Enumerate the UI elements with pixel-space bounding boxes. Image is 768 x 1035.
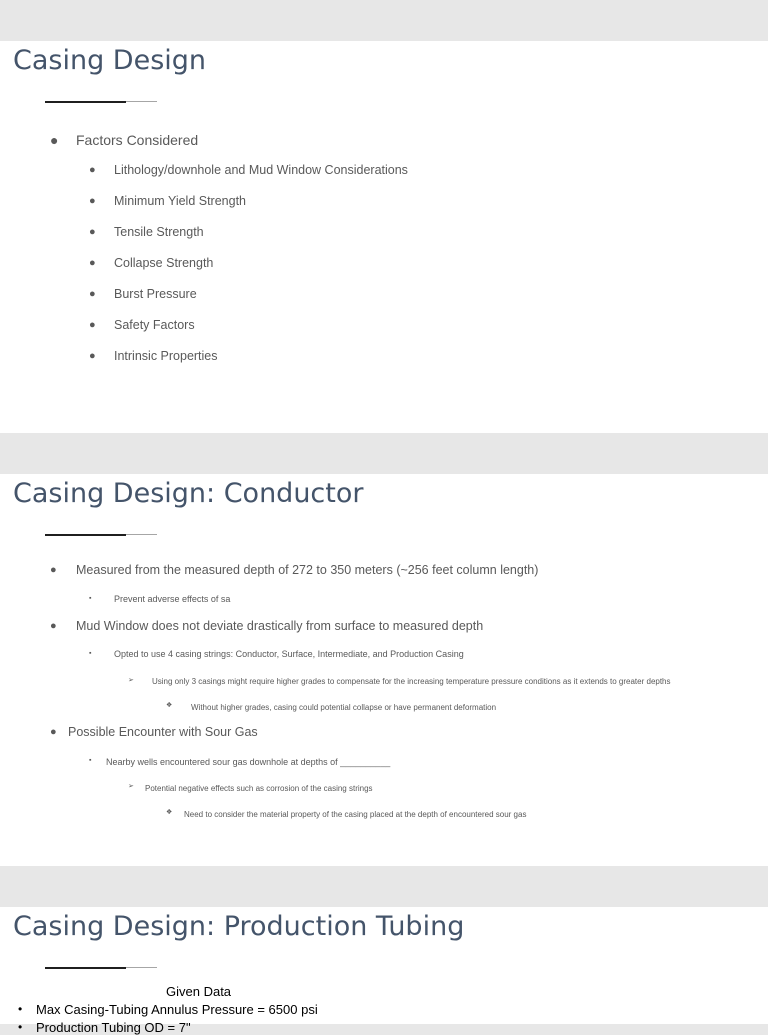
slide-title: Casing Design [13, 45, 207, 76]
given-item: Production Tubing OD = 7" [36, 1020, 191, 1035]
given-item: Max Casing-Tubing Annulus Pressure = 6500 psi [36, 1002, 318, 1017]
sub-bullet: Prevent adverse effects of sa [114, 594, 231, 604]
bullet-dot-icon: ● [50, 620, 57, 632]
slide-title: Casing Design: Conductor [13, 478, 364, 509]
sub-sub-bullet: Potential negative effects such as corrosion of the casing strings [145, 784, 373, 793]
diamond-bullet-icon: ❖ [166, 702, 173, 709]
square-bullet-icon: ▪ [89, 595, 92, 602]
bullet-dot-icon: ● [50, 564, 57, 576]
list-item: Lithology/downhole and Mud Window Considerations [114, 163, 408, 177]
given-data-heading: Given Data [166, 984, 232, 999]
title-underline [45, 967, 157, 969]
bullet-dot-icon: • [18, 1020, 23, 1034]
square-bullet-icon: ▪ [89, 650, 92, 657]
sub-sub-sub-bullet: Need to consider the material property of the casing placed at the depth of encountered sour gas [184, 810, 527, 819]
bullet-measured-depth: Measured from the measured depth of 272 to 350 meters (~256 feet column length) [76, 563, 539, 577]
bullet-sour-gas: Possible Encounter with Sour Gas [68, 725, 258, 739]
bullet-dot-icon: ● [89, 350, 96, 362]
bullet-dot-icon: ● [89, 288, 96, 300]
square-bullet-icon: ▪ [89, 757, 92, 764]
list-item: Collapse Strength [114, 256, 214, 270]
sub-bullet: Opted to use 4 casing strings: Conductor, Surface, Intermediate, and Production Casing [114, 649, 464, 659]
bullet-dot-icon: • [18, 1002, 23, 1016]
bullet-mud-window: Mud Window does not deviate drastically from surface to measured depth [76, 619, 484, 633]
list-item: Tensile Strength [114, 225, 204, 239]
bullet-dot-icon: ● [89, 195, 96, 207]
slide-casing-conductor [0, 474, 768, 866]
sub-bullet: Nearby wells encountered sour gas downhole at depths of __________ [106, 757, 391, 767]
list-item: Minimum Yield Strength [114, 194, 247, 208]
bullet-dot-icon: ● [89, 164, 96, 176]
title-underline [45, 101, 157, 103]
bullet-dot-icon: ● [50, 132, 59, 148]
bullet-dot-icon: ● [89, 226, 96, 238]
slide-title: Casing Design: Production Tubing [13, 911, 465, 942]
list-item: Intrinsic Properties [114, 349, 218, 363]
list-item: Burst Pressure [114, 287, 197, 301]
slide-casing-design [0, 41, 768, 433]
factors-heading: Factors Considered [76, 132, 199, 148]
bullet-dot-icon: ● [89, 257, 96, 269]
sub-sub-sub-bullet: Without higher grades, casing could potential collapse or have permanent deformation [191, 703, 497, 712]
diamond-bullet-icon: ❖ [166, 809, 173, 816]
arrow-bullet-icon: ➢ [128, 783, 134, 790]
bullet-dot-icon: ● [50, 726, 57, 738]
title-underline [45, 534, 157, 536]
list-item: Safety Factors [114, 318, 195, 332]
sub-sub-bullet: Using only 3 casings might require higher grades to compensate for the increasing temperature pressure conditions as it extends to greater depths [152, 677, 671, 686]
slide-production-tubing [0, 907, 768, 1035]
bullet-dot-icon: ● [89, 319, 96, 331]
arrow-bullet-icon: ➢ [128, 677, 134, 684]
